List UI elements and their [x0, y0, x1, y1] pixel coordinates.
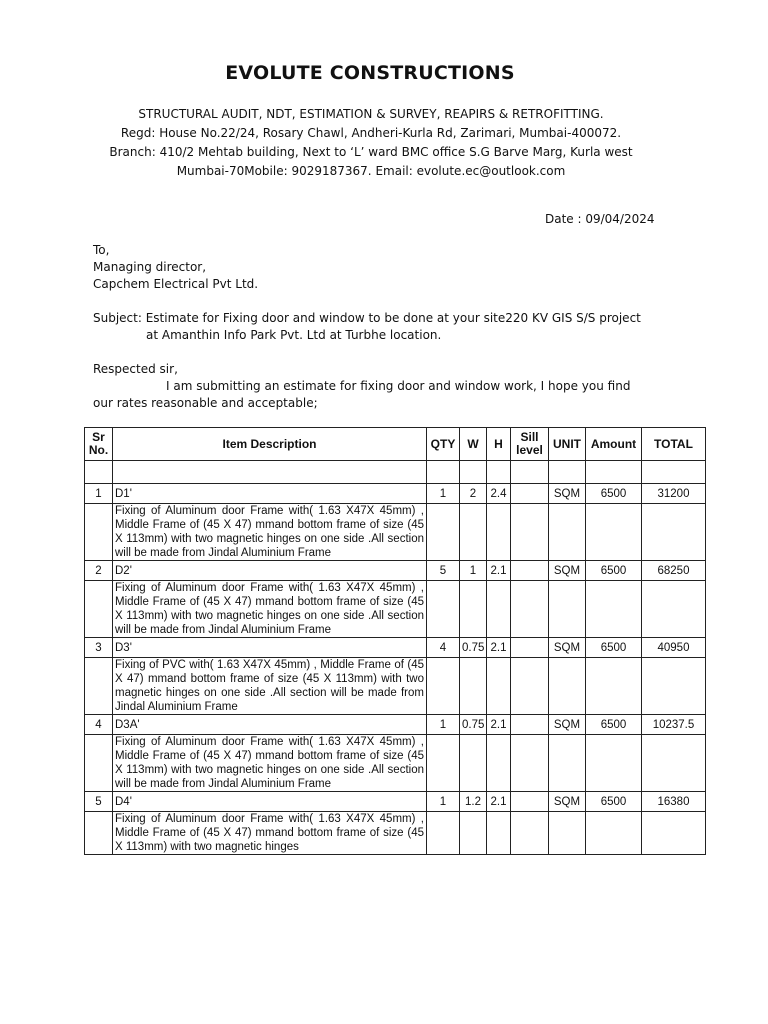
recipient-block — [93, 242, 683, 293]
header-item-description: Item Description — [113, 428, 427, 461]
width-cell: 1.2 — [460, 792, 487, 812]
sr-no-cell: 3 — [85, 638, 113, 658]
unit-cell: SQM — [549, 484, 586, 504]
to-line: To, — [93, 243, 110, 257]
height-cell: 2.1 — [487, 792, 511, 812]
table-row — [85, 792, 706, 812]
unit-cell: SQM — [549, 715, 586, 735]
item-code-cell: D2' — [113, 561, 427, 581]
total-cell: 68250 — [642, 561, 706, 581]
item-description-cell: Fixing of Aluminum door Frame with( 1.63 X47X 45mm) , Middle Frame of (45 X 47) mmand bottom frame of size (45 X 113mm) with two magnetic hinges on one side .All section will be made from Jindal Aluminium Frame — [113, 581, 427, 638]
subject-line-1: Subject: Estimate for Fixing door and window to be done at your site220 KV GIS S/S project — [93, 311, 641, 325]
sill-level-cell — [511, 792, 549, 812]
width-cell: 0.75 — [460, 715, 487, 735]
height-cell: 2.4 — [487, 484, 511, 504]
company-name: EVOLUTE CONSTRUCTIONS — [225, 62, 515, 84]
sr-no-cell: 2 — [85, 561, 113, 581]
sill-level-cell — [511, 561, 549, 581]
total-cell: 40950 — [642, 638, 706, 658]
table-row — [85, 561, 706, 581]
table-row — [85, 638, 706, 658]
header-unit: UNIT — [549, 428, 586, 461]
recipient-title: Managing director, — [93, 260, 207, 274]
total-cell: 31200 — [642, 484, 706, 504]
company-services: STRUCTURAL AUDIT, NDT, ESTIMATION & SURVEY, REAPIRS & RETROFITTING. — [138, 107, 604, 121]
item-description-cell: Fixing of Aluminum door Frame with( 1.63 X47X 45mm) , Middle Frame of (45 X 47) mmand bottom frame of size (45 X 113mm) with two magnetic hinges on one side .All section will be made from Jindal Aluminium Frame — [113, 735, 427, 792]
subject-line-2: at Amanthin Info Park Pvt. Ltd at Turbhe location. — [146, 328, 442, 342]
letter-date: Date : 09/04/2024 — [545, 212, 655, 226]
total-cell: 10237.5 — [642, 715, 706, 735]
sill-level-cell — [511, 638, 549, 658]
qty-cell: 4 — [427, 638, 460, 658]
subject-block — [93, 310, 683, 344]
sill-level-cell — [511, 484, 549, 504]
qty-cell: 1 — [427, 484, 460, 504]
table-description-row — [85, 812, 706, 855]
table-header-row — [85, 428, 706, 461]
item-description-cell: Fixing of Aluminum door Frame with( 1.63 X47X 45mm) , Middle Frame of (45 X 47) mmand bottom frame of size (45 X 113mm) with two magnetic hinges — [113, 812, 427, 855]
header-width: W — [460, 428, 487, 461]
height-cell: 2.1 — [487, 638, 511, 658]
amount-cell: 6500 — [586, 715, 642, 735]
paragraph-line-1: I am submitting an estimate for fixing door and window work, I hope you find — [166, 379, 631, 393]
company-contact: Mumbai-70Mobile: 9029187367. Email: evolute.ec@outlook.com — [176, 164, 566, 178]
qty-cell: 1 — [427, 715, 460, 735]
salutation: Respected sir, — [93, 362, 178, 376]
header-sill-level: Sill level — [511, 428, 549, 461]
sill-level-cell — [511, 715, 549, 735]
company-header — [0, 105, 742, 181]
company-registered-address: Regd: House No.22/24, Rosary Chawl, Andheri-Kurla Rd, Zarimari, Mumbai-400072. — [120, 126, 622, 140]
estimate-table — [84, 427, 706, 855]
table-description-row — [85, 581, 706, 638]
unit-cell: SQM — [549, 561, 586, 581]
recipient-company: Capchem Electrical Pvt Ltd. — [93, 277, 259, 291]
salutation-block — [93, 361, 683, 412]
table-blank-row — [85, 461, 706, 484]
width-cell: 1 — [460, 561, 487, 581]
sr-no-cell: 4 — [85, 715, 113, 735]
width-cell: 0.75 — [460, 638, 487, 658]
total-cell: 16380 — [642, 792, 706, 812]
letter-body — [93, 242, 683, 412]
item-code-cell: D4' — [113, 792, 427, 812]
item-description-cell: Fixing of PVC with( 1.63 X47X 45mm) , Middle Frame of (45 X 47) mmand bottom frame of size (45 X 113mm) with two magnetic hinges on one side .All section will be made from Jindal Aluminium Frame — [113, 658, 427, 715]
amount-cell: 6500 — [586, 792, 642, 812]
header-qty: QTY — [427, 428, 460, 461]
width-cell: 2 — [460, 484, 487, 504]
sr-no-cell: 5 — [85, 792, 113, 812]
unit-cell: SQM — [549, 792, 586, 812]
unit-cell: SQM — [549, 638, 586, 658]
table-description-row — [85, 735, 706, 792]
paragraph-line-2: our rates reasonable and acceptable; — [93, 396, 318, 410]
header-height: H — [487, 428, 511, 461]
table-row — [85, 715, 706, 735]
table-description-row — [85, 504, 706, 561]
sr-no-cell: 1 — [85, 484, 113, 504]
item-code-cell: D1' — [113, 484, 427, 504]
item-code-cell: D3A' — [113, 715, 427, 735]
height-cell: 2.1 — [487, 561, 511, 581]
company-branch-address: Branch: 410/2 Mehtab building, Next to ‘L’ ward BMC office S.G Barve Marg, Kurla west — [109, 145, 633, 159]
height-cell: 2.1 — [487, 715, 511, 735]
table-row — [85, 484, 706, 504]
item-description-cell: Fixing of Aluminum door Frame with( 1.63 X47X 45mm) , Middle Frame of (45 X 47) mmand bottom frame of size (45 X 113mm) with two magnetic hinges on one side .All section will be made from Jindal Aluminium Frame — [113, 504, 427, 561]
qty-cell: 5 — [427, 561, 460, 581]
amount-cell: 6500 — [586, 638, 642, 658]
header-amount: Amount — [586, 428, 642, 461]
amount-cell: 6500 — [586, 484, 642, 504]
header-total: TOTAL — [642, 428, 706, 461]
qty-cell: 1 — [427, 792, 460, 812]
table-description-row — [85, 658, 706, 715]
amount-cell: 6500 — [586, 561, 642, 581]
header-sr-no: Sr No. — [85, 428, 113, 461]
item-code-cell: D3' — [113, 638, 427, 658]
